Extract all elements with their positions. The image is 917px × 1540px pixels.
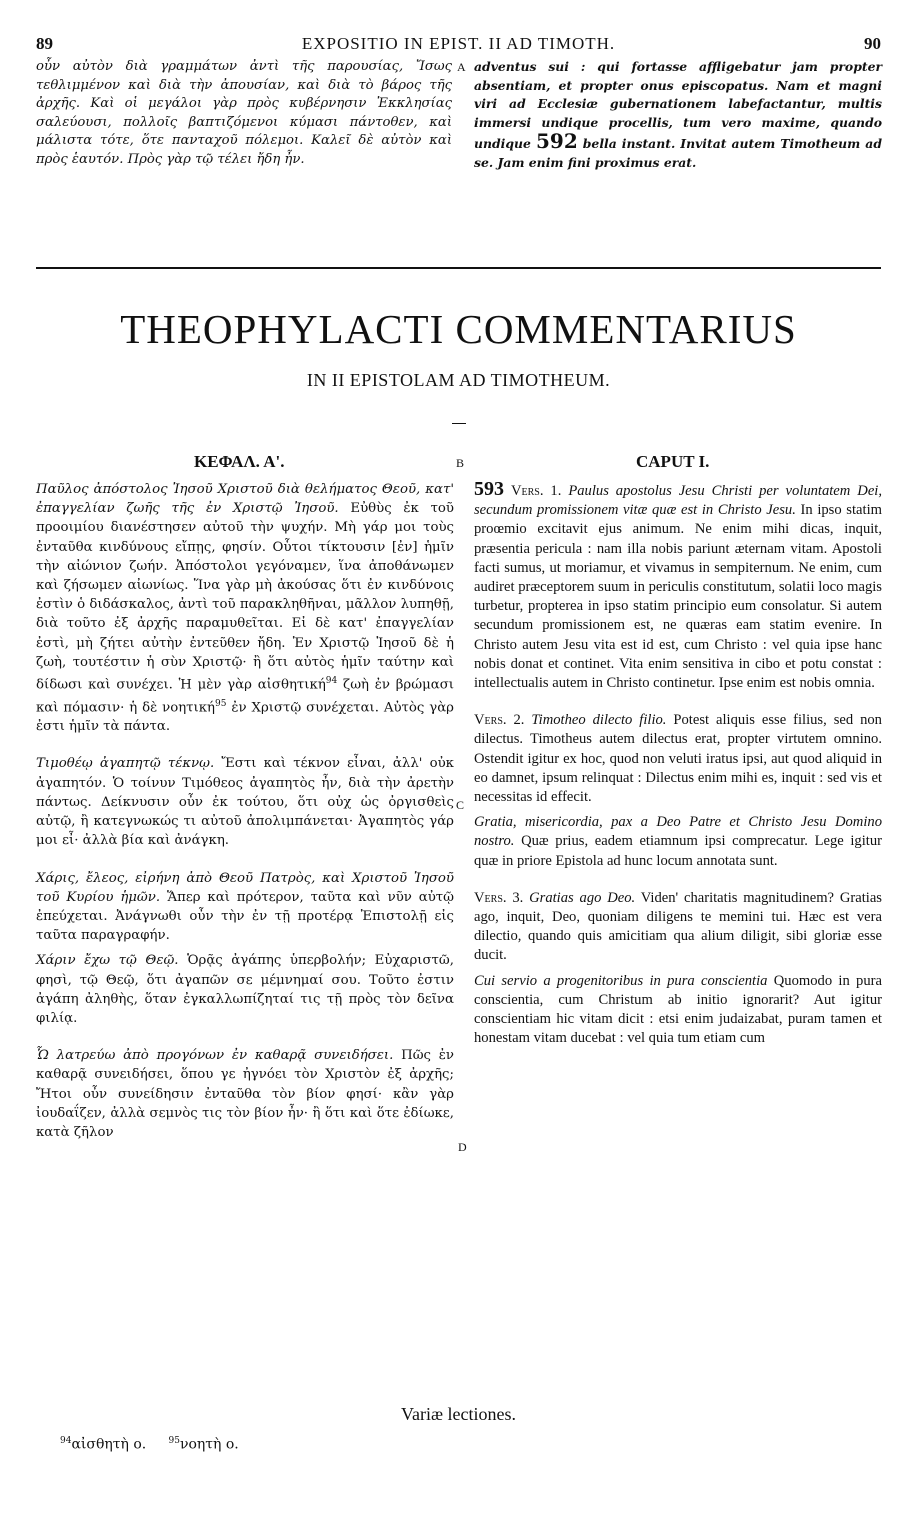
top-greek-column xyxy=(36,58,452,170)
greek-lemma-5: Ὧ λατρεύω ἀπὸ προγόνων ἐν καθαρᾷ συνειδήσει. xyxy=(36,1048,394,1064)
greek-paragraph-1: Παῦλος ἀπόστολος Ἰησοῦ Χριστοῦ διὰ θελήματος Θεοῦ, κατ' ἐπαγγελίαν ζωῆς τῆς ἐν Χριστῷ Ἰησοῦ. Εὐθὺς ἐκ τοῦ προοιμίου διανέστησεν αὐτοῦ τὴν ψυχήν. Μὴ γάρ μοι τοὺς ἐνταῦθα κινδύνους εἴπῃς, φησίν. Οὗτοι τίκτουσιν [ἐν] ἡμῖν τὴν αἰώνιον ζωήν. Ἀπόστολοι γεγόναμεν, ἵνα ἀποθάνωμεν καὶ ζήσωμεν αἰωνίως. Ἵνα γὰρ μὴ ἀκούσας ὅτι ἐν κινδύνοις ἐστὶν ὁ διδάσκαλος, ἀντὶ τοῦ παρακληθῆναι, μᾶλλον λυπηθῇ, διὰ τοῦτο ἐξ ἀρχῆς παραμυθεῖται. Εἰ δὲ κατ' ἐπαγγελίαν ἐστὶ, μὴ ζήτει αὐτὴν ἐντεῦθεν ἤδη. Ἐν Χριστῷ Ἰησοῦ δὲ ἡ ζωὴ, τουτέστιν ἡ σὺν Χριστῷ· ἢ ὅτι αὐτὸς ἡμῖν ταύτην καὶ δίδωσι καὶ συνέχει. Ἡ μὲν γὰρ αἰσθητική$^{94}$ ζωὴ ἐν βρώμασι καὶ πόμασιν· ἡ δὲ νοητική$^{95}$ ἐν Χριστῷ συνέχεται. Αὐτὸς γὰρ ἐστι ἡμῖν τὰ πάντα. xyxy=(36,482,455,735)
subtitle: IN II EPISTOLAM AD TIMOTHEUM. xyxy=(306,370,611,390)
latin-verse-1: 593 Vers. 1. Paulus apostolus Jesu Christi per voluntatem Dei, secundum promissionem vitæ quæ est in Christo Jesu. In ipso statim proœmio excitavit ejus animum. Ne enim mihi dicas, inquit, præsentia pericula : nam illa nobis pariunt æternam vitam. Apostoli facti sumus, ut moriamur, et vivamus in sempiternum. Ne enim, cum audiret præceptorem suum in periculis constitutum, solatii loco magis turbetur, propterea in ipso statim principio eum consolatur. Si autem secundum promissionem est, ne quæras eam statim evenire. In Christo autem Jesu vita est id est, cum Christo : vel quia ipse hanc nobis donat et continet. Vita enim sensitiva in cibo et potu constat : intellectualis autem in Christo continetur. Ipse enim est nobis omnia. xyxy=(474,478,882,692)
latin-lemma-2b: Gratia, misericordia, pax a Deo Patre et Christo Jesu Domino nostro. xyxy=(474,814,882,850)
latin-lemma-3: Gratias ago Deo. xyxy=(529,889,636,906)
verse-label-2: Vers. 2. xyxy=(474,712,525,729)
latin-column xyxy=(474,480,882,1066)
greek-lemma-4: Χάριν ἔχω τῷ Θεῷ. xyxy=(36,953,179,969)
latin-lemma-2: Timotheo dilecto filio. xyxy=(531,712,667,729)
verse-label-3: Vers. 3. xyxy=(474,889,524,906)
greek-paragraph-5: Ὧ λατρεύω ἀπὸ προγόνων ἐν καθαρᾷ συνειδήσει. Πῶς ἐν καθαρᾷ συνειδήσει, ὅπου γε ἠγνόει τὸν Χριστὸν ἐξ ἀρχῆς; Ἤτοι οὖν συνείδησιν ἐνταῦθα τὸν βίον φησί· κἂν γὰρ ἰουδαΐζεν, ἀλλὰ σεμνὸς τις τὸν βίον ἦν· ἢ ὅτι καὶ ὅτε ἐδίωκε, κατὰ ζῆλον xyxy=(36,1048,454,1140)
greek-paragraph-3: Χάρις, ἔλεος, εἰρήνη ἀπὸ Θεοῦ Πατρὸς, καὶ Χριστοῦ Ἰησοῦ τοῦ Κυρίου ἡμῶν. Ἅπερ καὶ πρότερον, ταῦτα καὶ νῦν αὐτῷ ἐπεύχεται. Ἀνάγνωθι οὖν τὴν ἐν τῇ προτέρᾳ Ἐπιστολῇ εἰς ταῦτα παραγραφήν. xyxy=(36,870,454,944)
main-title: THEOPHYLACTI COMMENTARIUS xyxy=(120,306,797,352)
latin-lemma-1: Paulus apostolus Jesu Christi per voluntatem Dei, secundum promissionem vitæ quæ est in Christo Jesu. xyxy=(474,483,882,519)
margin-letter-c: C xyxy=(456,798,465,812)
latin-verse-3b: Cui servio a progenitoribus in pura conscientia Quomodo in pura conscientia, cum Christum ab initio ignorarit? Aut igitur conscientiam hic vitam dicit : etsi enim judaizabat, puram tamen et honestam vitam ducebat : vel quia tum etiam cum xyxy=(474,972,882,1047)
latin-lemma-3b: Cui servio a progenitoribus in pura conscientia xyxy=(474,972,768,989)
margin-letter-a: A xyxy=(457,60,466,74)
greek-chapter-heading: ΚΕΦΑΛ. Α'. xyxy=(194,452,285,471)
page-number-left: 89 xyxy=(36,34,53,53)
greek-paragraph-2: Τιμοθέῳ ἀγαπητῷ τέκνῳ. Ἔστι καὶ τέκνον εἶναι, ἀλλ' οὐκ ἀγαπητόν. Ὁ τοίνυν Τιμόθεος ἀγαπητὸς ἦν, διὰ τὴν ἀρετὴν πάντως. Δείκνυσιν οὖν ἐκ τούτου, ὅτι οὐχ ὡς ὀργισθεὶς αὐτῷ, ἢ κατεγνωκώς τι αὐτοῦ ἀπολιμπάνεται· Ἀγαπητὸς γάρ μοι εἶ· ἀλλὰ βία καὶ ἀνάγκη. xyxy=(36,756,454,849)
greek-column xyxy=(36,480,454,1160)
greek-paragraph-4: Χάριν ἔχω τῷ Θεῷ. Ὁρᾷς ἀγάπης ὑπερβολήν; Εὐχαριστῶ, φησὶ, τῷ Θεῷ, ὅτι ἀγαπῶν σε μέμνημαί σου. Τοῦτο ἐστιν ἀγάπη ἀληθὴς, ὅταν ἐγκαλλωπίζηταί τις τῇ πρὸς τὸν δεῖνα φιλίᾳ. xyxy=(36,953,454,1026)
title-dash xyxy=(452,423,466,424)
running-title: EXPOSITIO IN EPIST. II AD TIMOTH. xyxy=(301,34,616,53)
greek-lemma-3: Χάρις, ἔλεος, εἰρήνη ἀπὸ Θεοῦ Πατρὸς, καὶ Χριστοῦ Ἰησοῦ τοῦ Κυρίου ἡμῶν. xyxy=(36,870,454,905)
latin-verse-2: Vers. 2. Timotheo dilecto filio. Potest aliquis esse filius, sed non dilectus. Timotheus autem dilectus erat, propter virtutem omnino. Ostendit igitur ex hoc, quod non veluti iratus ipsi, aut quod aliquid in eo damnet, ipsum relinquat : Dilectus enim mihi es, inquit : sed vis et necessitas id effecit. xyxy=(474,712,882,806)
column-number-592: 592 xyxy=(535,129,578,154)
running-header xyxy=(36,34,881,56)
footnote-ref-94: 94 xyxy=(325,676,338,687)
page-number-right: 90 xyxy=(864,34,881,53)
top-greek-paragraph: οὖν αὐτὸν διὰ γραμμάτων ἀντὶ τῆς παρουσίας, Ἴσως τεθλιμμένον καὶ διὰ τὴν ἀπουσίαν, καὶ διὰ τὸ βάρος τῆς ἀρχῆς. Καὶ οἱ μεγάλοι γὰρ πρὸς κυβέρνησιν Ἐκκλησίας σαλεύουσι, πολλοῖς βαπτιζόμενοι κύμασι πάντοθεν, καὶ μάλιστα τότε, ὅτε πανταχοῦ πόλεμοι. Καλεῖ δὲ αὐτὸν καὶ πρὸς ἑαυτόν. Πρὸς γὰρ τῷ τέλει ἤδη ἦν. xyxy=(36,59,452,167)
top-latin-text-b: bella instant. Invitat autem Timotheum ad se. Jam enim fini proximus erat. xyxy=(474,136,882,170)
footnote-text-95: νοητὴ ο. xyxy=(179,1436,239,1453)
top-latin-column xyxy=(474,58,882,173)
top-latin-text-a: adventus sui : qui fortasse affligebatur jam propter absentiam, et propter onus episcopatus. Nam et magni viri ad Ecclesiæ gubernationem labefactantur, multis immersi undique procellis, tum vero maxime, quando undique xyxy=(474,59,882,152)
footnotes xyxy=(60,1436,239,1453)
margin-letter-b: B xyxy=(456,456,465,470)
greek-lemma-2: Τιμοθέῳ ἀγαπητῷ τέκνῳ. xyxy=(36,756,215,772)
footnote-text-94: αἰσθητὴ ο. xyxy=(71,1436,147,1453)
footnote-number-94: 94 xyxy=(60,1436,72,1446)
section-divider xyxy=(36,267,881,269)
latin-verse-2b: Gratia, misericordia, pax a Deo Patre et Christo Jesu Domino nostro. Quæ prius, eadem etiamnum ipsi comprecatur. Lege igitur quæ in priore Epistola ad hunc locum annotata sunt. xyxy=(474,814,882,869)
column-number-593: 593 xyxy=(474,478,504,500)
latin-chapter-heading: CAPUT I. xyxy=(636,452,710,471)
footnote-ref-95: 95 xyxy=(215,698,227,709)
variae-lectiones-heading: Variæ lectiones. xyxy=(401,1404,516,1424)
latin-verse-3: Vers. 3. Gratias ago Deo. Viden' charitatis magnitudinem? Gratias ago, inquit, Deo, quoniam diligens te memini tui. Hæc est vera dilectio, quando quis amicitiam qua alium diligit, sibi gloriæ esse ducit. xyxy=(474,889,882,964)
footnote-number-95: 95 xyxy=(168,1436,180,1446)
top-latin-paragraph xyxy=(474,58,882,173)
verse-label-1: Vers. 1. xyxy=(510,483,562,499)
greek-lemma-1: Παῦλος ἀπόστολος Ἰησοῦ Χριστοῦ διὰ θελήματος Θεοῦ, κατ' ἐπαγγελίαν ζωῆς τῆς ἐν Χριστῷ Ἰησοῦ. xyxy=(36,482,454,517)
margin-letter-d: D xyxy=(458,1140,467,1154)
